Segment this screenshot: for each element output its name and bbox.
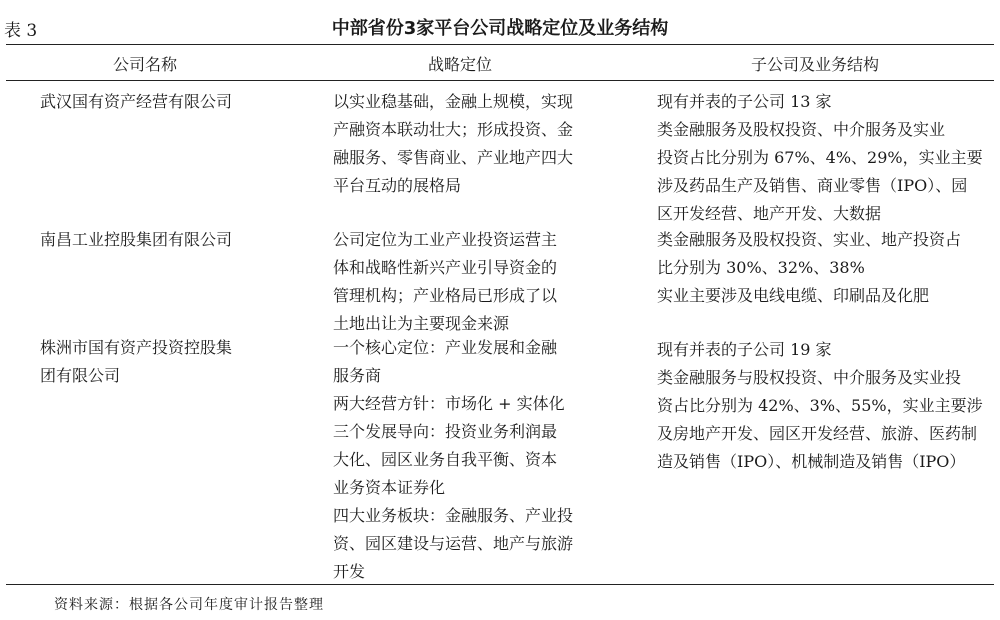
top-rule — [6, 44, 994, 45]
strategy-line: 业务资本证券化 — [333, 478, 446, 497]
strategy-line: 服务商 — [333, 366, 382, 385]
business-line: 类金融服务与股权投资、中介服务及实业投 — [657, 368, 962, 387]
strategy-line: 管理机构；产业格局已形成了以 — [333, 286, 558, 305]
company-line: 团有限公司 — [40, 366, 121, 385]
row-3-strategy — [333, 334, 623, 586]
row-2-company — [40, 226, 290, 254]
business-line: 造及销售（IPO）、机械制造及销售（IPO） — [657, 452, 966, 471]
strategy-line: 四大业务板块：金融服务、产业投 — [333, 506, 574, 525]
row-1-company — [40, 88, 290, 116]
header-strategy: 战略定位 — [427, 55, 492, 74]
row-1-strategy — [333, 88, 623, 200]
strategy-line: 开发 — [333, 562, 366, 581]
strategy-line: 公司定位为工业产业投资运营主 — [333, 230, 558, 249]
business-line: 比分别为 30%、32%、38% — [657, 258, 865, 277]
business-line: 实业主要涉及电线电缆、印刷品及化肥 — [657, 286, 930, 305]
table-label: 表 3 — [4, 21, 38, 41]
business-line: 现有并表的子公司 19 家 — [657, 340, 832, 359]
strategy-line: 以实业稳基础，金融上规模，实现 — [333, 92, 574, 111]
company-line: 武汉国有资产经营有限公司 — [40, 92, 233, 111]
company-line: 南昌工业控股集团有限公司 — [40, 230, 233, 249]
row-1-business — [657, 88, 992, 228]
strategy-line: 产融资本联动壮大；形成投资、金 — [333, 120, 574, 139]
strategy-line: 资、园区建设与运营、地产与旅游 — [333, 534, 574, 553]
company-line: 株洲市国有资产投资控股集 — [40, 338, 233, 357]
row-3-company — [40, 334, 290, 390]
strategy-line: 土地出让为主要现金来源 — [333, 314, 510, 333]
strategy-line: 三个发展导向：投资业务利润最 — [333, 422, 558, 441]
row-2-strategy — [333, 226, 623, 338]
strategy-line: 融服务、零售商业、产业地产四大 — [333, 148, 574, 167]
strategy-line: 一个核心定位：产业发展和金融 — [333, 338, 558, 357]
business-line: 现有并表的子公司 13 家 — [657, 92, 832, 111]
business-line: 区开发经营、地产开发、大数据 — [657, 204, 882, 223]
business-line: 资占比分别为 42%、3%、55%，实业主要涉 — [657, 396, 983, 415]
business-line: 及房地产开发、园区开发经营、旅游、医药制 — [657, 424, 978, 443]
business-line: 涉及药品生产及销售、商业零售（IPO）、园 — [657, 176, 968, 195]
strategy-line: 大化、园区业务自我平衡、资本 — [333, 450, 558, 469]
row-2-business — [657, 226, 992, 310]
business-line: 投资占比分别为 67%、4%、29%，实业主要 — [657, 148, 983, 167]
header-company-name: 公司名称 — [112, 55, 177, 74]
table-source-note: 资料来源：根据各公司年度审计报告整理 — [54, 597, 324, 613]
strategy-line: 体和战略性新兴产业引导资金的 — [333, 258, 558, 277]
table-title: 中部省份3家平台公司战略定位及业务结构 — [331, 18, 669, 39]
header-business-structure: 子公司及业务结构 — [750, 55, 879, 74]
header-rule — [6, 80, 994, 81]
strategy-line: 两大经营方针：市场化 + 实体化 — [333, 394, 565, 413]
business-line: 类金融服务及股权投资、实业、地产投资占 — [657, 230, 962, 249]
row-3-business — [657, 336, 992, 476]
business-line: 类金融服务及股权投资、中介服务及实业 — [657, 120, 946, 139]
strategy-line: 平台互动的展格局 — [333, 176, 462, 195]
